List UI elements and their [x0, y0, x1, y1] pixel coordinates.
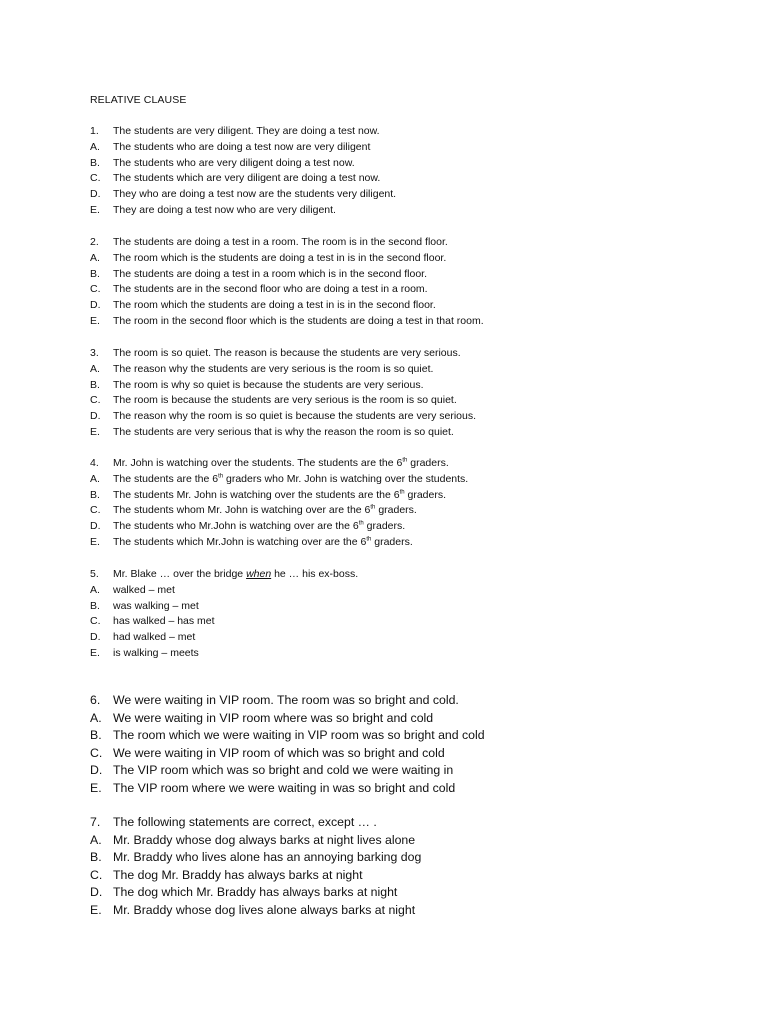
option-text: The room which the students are doing a test in is in the second floor.	[113, 299, 436, 312]
option-letter: D.	[90, 885, 103, 900]
option-text: The dog which Mr. Braddy has always barks at night	[113, 885, 398, 900]
ordinal-suffix: th	[402, 457, 408, 464]
ordinal-suffix: th	[366, 536, 372, 543]
option-letter: C.	[90, 283, 101, 296]
option-letter: C.	[90, 867, 103, 882]
option-letter: C.	[90, 745, 103, 760]
answer-option	[90, 187, 396, 203]
option-text: The room which we were waiting in VIP room was so bright and cold	[113, 728, 485, 743]
option-text: Mr. Braddy whose dog lives alone always barks at night	[113, 902, 416, 917]
answer-option	[90, 583, 358, 599]
answer-option	[90, 472, 468, 488]
question-2	[90, 235, 484, 330]
option-letter: E.	[90, 314, 100, 327]
question-stem	[90, 456, 468, 472]
option-text: The room is because the students are very serious is the room is so quiet.	[113, 394, 457, 407]
question-4	[90, 456, 468, 551]
ordinal-suffix: th	[358, 520, 364, 527]
ordinal-suffix: th	[370, 504, 376, 511]
answer-option	[90, 156, 396, 172]
question-stem	[90, 692, 485, 710]
answer-option	[90, 867, 421, 885]
answer-option	[90, 599, 358, 615]
option-text: The students are the 6th graders who Mr. John is watching over the students.	[113, 472, 469, 485]
question-number: 5.	[90, 568, 99, 580]
answer-option	[90, 203, 396, 219]
question-stem	[90, 235, 484, 251]
option-text: had walked – met	[113, 631, 196, 644]
answer-option	[90, 393, 476, 409]
option-letter: D.	[90, 520, 101, 533]
answer-option	[90, 282, 484, 298]
option-letter: E.	[90, 902, 102, 917]
option-text: The room is why so quiet is because the students are very serious.	[113, 378, 424, 391]
option-letter: D.	[90, 299, 101, 312]
option-text: We were waiting in VIP room where was so bright and cold	[113, 710, 434, 725]
option-text: The students are very serious that is why the reason the room is so quiet.	[113, 425, 454, 438]
question-3	[90, 346, 476, 441]
answer-option	[90, 832, 421, 850]
option-letter: A.	[90, 832, 102, 847]
question-6	[90, 692, 485, 798]
answer-option	[90, 171, 396, 187]
question-text: Mr. John is watching over the students. The students are the 6th graders.	[113, 457, 449, 469]
option-letter: B.	[90, 378, 100, 391]
answer-option	[90, 488, 468, 504]
option-text: The room in the second floor which is the students are doing a test in that room.	[113, 314, 484, 327]
option-letter: A.	[90, 583, 100, 596]
answer-option	[90, 378, 476, 394]
option-text: is walking – meets	[113, 646, 199, 659]
option-letter: A.	[90, 472, 100, 485]
question-text: The room is so quiet. The reason is because the students are very serious.	[113, 347, 461, 359]
emphasized-word: when	[246, 568, 272, 580]
answer-option	[90, 849, 421, 867]
answer-option	[90, 884, 421, 902]
answer-option	[90, 362, 476, 378]
option-letter: A.	[90, 710, 102, 725]
answer-option	[90, 519, 468, 535]
option-letter: C.	[90, 504, 101, 517]
answer-option	[90, 727, 485, 745]
option-letter: E.	[90, 425, 100, 438]
answer-option	[90, 630, 358, 646]
question-text: The following statements are correct, except … .	[113, 815, 377, 829]
answer-option	[90, 425, 476, 441]
answer-option	[90, 535, 468, 551]
option-text: The students who are doing a test now are very diligent	[113, 140, 371, 153]
option-text: The students whom Mr. John is watching over are the 6th graders.	[113, 504, 417, 517]
option-text: walked – met	[113, 583, 175, 596]
option-letter: D.	[90, 763, 103, 778]
option-letter: B.	[90, 599, 100, 612]
option-letter: B.	[90, 267, 100, 280]
question-number: 6.	[90, 693, 101, 707]
answer-option	[90, 267, 484, 283]
answer-option	[90, 646, 358, 662]
option-text: Mr. Braddy whose dog always barks at night lives alone	[113, 832, 416, 847]
option-letter: A.	[90, 362, 100, 375]
question-stem	[90, 567, 358, 583]
answer-option	[90, 503, 468, 519]
option-letter: B.	[90, 156, 100, 169]
option-text: The dog Mr. Braddy has always barks at night	[113, 867, 363, 882]
option-text: The students are doing a test in a room which is in the second floor.	[113, 267, 428, 280]
question-5	[90, 567, 358, 662]
question-1	[90, 124, 396, 219]
option-letter: D.	[90, 631, 101, 644]
option-letter: E.	[90, 780, 102, 795]
option-letter: E.	[90, 646, 100, 659]
question-stem	[90, 346, 476, 362]
answer-option	[90, 314, 484, 330]
answer-option	[90, 902, 421, 920]
option-text: The room which is the students are doing a test in is in the second floor.	[113, 251, 447, 264]
page-title: RELATIVE CLAUSE	[90, 94, 187, 106]
question-text: Mr. Blake … over the bridge when he … his ex-boss.	[113, 568, 359, 580]
answer-option	[90, 710, 485, 728]
option-text: The students which are very diligent are doing a test now.	[113, 172, 381, 185]
option-letter: C.	[90, 172, 101, 185]
option-text: The VIP room where we were waiting in was so bright and cold	[113, 780, 456, 795]
option-letter: A.	[90, 251, 100, 264]
option-letter: E.	[90, 203, 100, 216]
option-letter: C.	[90, 615, 101, 628]
ordinal-suffix: th	[399, 489, 405, 496]
question-number: 7.	[90, 815, 101, 829]
option-letter: E.	[90, 535, 100, 548]
question-text: The students are doing a test in a room. The room is in the second floor.	[113, 236, 448, 248]
option-text: The students Mr. John is watching over the students are the 6th graders.	[113, 488, 447, 501]
option-text: They who are doing a test now are the students very diligent.	[113, 188, 397, 201]
answer-option	[90, 762, 485, 780]
question-stem	[90, 814, 421, 832]
option-text: The students who Mr.John is watching over are the 6th graders.	[113, 520, 406, 533]
option-text: The VIP room which was so bright and cold we were waiting in	[113, 763, 454, 778]
option-text: The reason why the room is so quiet is because the students are very serious.	[113, 410, 477, 423]
option-letter: B.	[90, 488, 100, 501]
question-number: 4.	[90, 457, 99, 469]
answer-option	[90, 409, 476, 425]
answer-option	[90, 251, 484, 267]
question-number: 1.	[90, 125, 99, 137]
question-text: The students are very diligent. They are doing a test now.	[113, 125, 380, 137]
option-letter: B.	[90, 728, 102, 743]
question-stem	[90, 124, 396, 140]
option-text: has walked – has met	[113, 615, 215, 628]
option-text: The students are in the second floor who are doing a test in a room.	[113, 283, 428, 296]
question-7	[90, 814, 421, 920]
option-letter: A.	[90, 140, 100, 153]
question-text: We were waiting in VIP room. The room was so bright and cold.	[113, 693, 459, 707]
answer-option	[90, 140, 396, 156]
answer-option	[90, 780, 485, 798]
option-text: They are doing a test now who are very diligent.	[113, 203, 336, 216]
answer-option	[90, 745, 485, 763]
question-number: 3.	[90, 347, 99, 359]
option-letter: D.	[90, 410, 101, 423]
answer-option	[90, 614, 358, 630]
option-text: The students who are very diligent doing a test now.	[113, 156, 355, 169]
option-text: was walking – met	[113, 599, 199, 612]
option-text: The students which Mr.John is watching over are the 6th graders.	[113, 535, 413, 548]
option-text: We were waiting in VIP room of which was so bright and cold	[113, 745, 445, 760]
option-letter: C.	[90, 394, 101, 407]
option-text: The reason why the students are very serious is the room is so quiet.	[113, 362, 434, 375]
question-number: 2.	[90, 236, 99, 248]
option-text: Mr. Braddy who lives alone has an annoying barking dog	[113, 850, 422, 865]
option-letter: D.	[90, 188, 101, 201]
option-letter: B.	[90, 850, 102, 865]
ordinal-suffix: th	[218, 473, 224, 480]
answer-option	[90, 298, 484, 314]
